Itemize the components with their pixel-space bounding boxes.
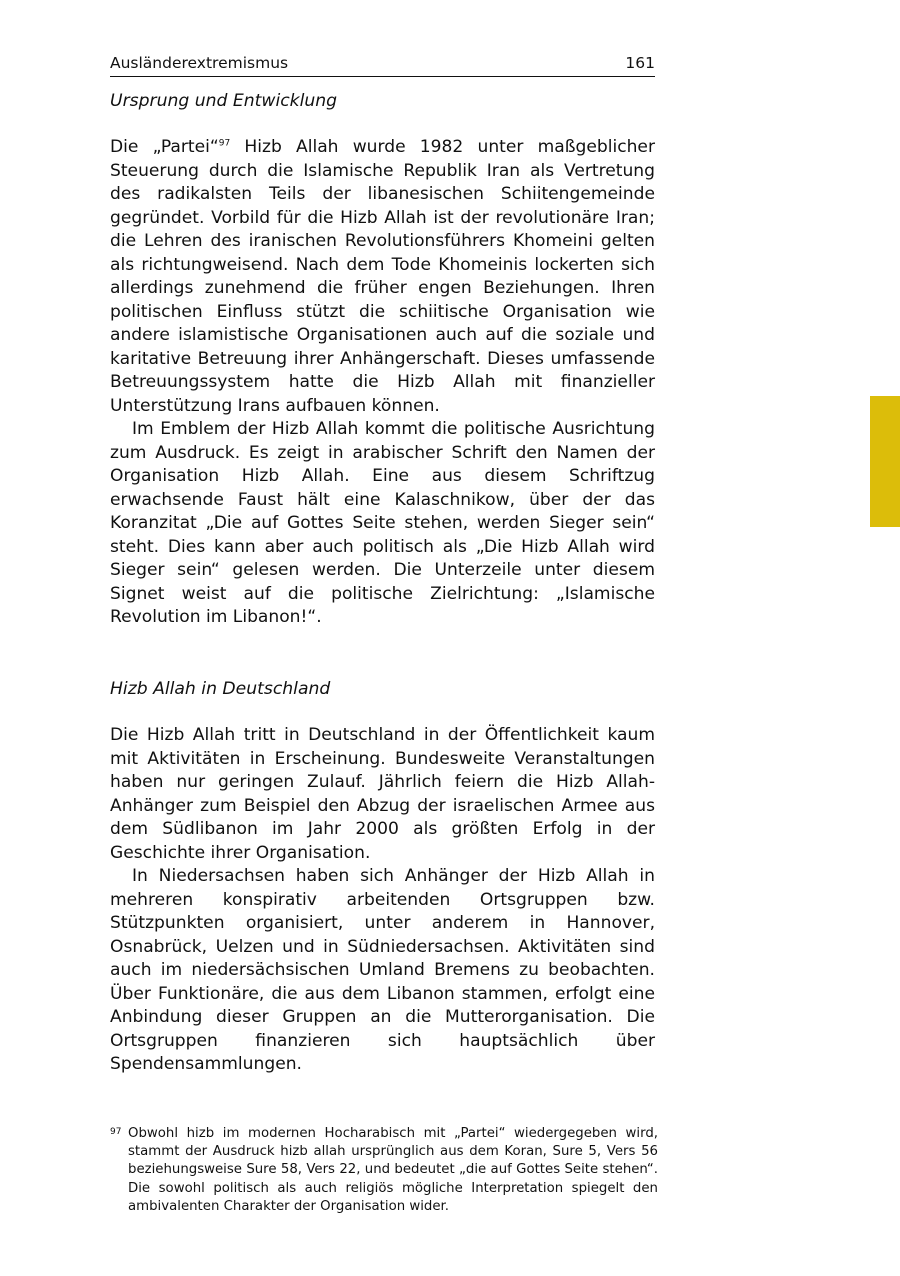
page-number: 161 bbox=[625, 54, 655, 72]
paragraph-text: Hizb Allah wurde 1982 unter maßgeblicher Steuerung durch die Islamische Republik Iran als Vertretung des radikalsten Teils der libanesischen Schiitengemeinde gegründet. Vorbild für die Hizb Allah ist der revolutionäre Iran; die Lehren des iranischen Revolutionsführers Khomeini gelten als richtungweisend. Nach dem Tode Khomeinis lockerten sich allerdings zunehmend die früher engen Beziehungen. Ihren politischen Einfluss stützt die schiitische Organisation wie andere islamistische Organisationen auch auf die soziale und karitative Betreuung ihrer Anhängerschaft. Dieses umfassende Betreuungssystem hatte die Hizb Allah mit finanzieller Unterstützung Irans aufbauen können. bbox=[110, 137, 655, 416]
section-ursprung bbox=[110, 89, 655, 113]
footnote-number: 97 bbox=[110, 1127, 122, 1137]
running-title: Ausländerextremismus bbox=[110, 54, 289, 72]
paragraph bbox=[110, 136, 655, 418]
section-deutschland bbox=[110, 677, 655, 701]
section-heading: Hizb Allah in Deutschland bbox=[110, 679, 331, 699]
running-header bbox=[110, 52, 655, 77]
paragraph: Die Hizb Allah tritt in Deutschland in der Öffentlichkeit kaum mit Aktivitäten in Erscheinung. Bundesweite Veranstaltungen haben nur geringen Zulauf. Jährlich feiern die Hizb Allah-Anhänger zum Beispiel den Abzug der israelischen Armee aus dem Südlibanon im Jahr 2000 als größten Erfolg in der Geschichte ihrer Organisation. bbox=[110, 725, 655, 863]
paragraph-text: Die „Partei“ bbox=[110, 137, 219, 157]
section-ursprung-body bbox=[110, 136, 655, 630]
footnote-text: Obwohl hizb im modernen Hocharabisch mit „Partei“ wiedergegeben wird, stammt der Ausdruck hizb allah ursprünglich aus dem Koran, Sure 5, Vers 56 beziehungsweise Sure 58, Vers 22, und bedeutet „die auf Gottes Seite stehen“. Die sowohl politisch als auch religiös mögliche Interpretation spiegelt den ambivalenten Charakter der Organisation wider. bbox=[128, 1126, 658, 1214]
chapter-tab-marker bbox=[870, 396, 900, 527]
footnote bbox=[110, 1125, 658, 1216]
section-deutschland-body bbox=[110, 724, 655, 1077]
paragraph: In Niedersachsen haben sich Anhänger der Hizb Allah in mehreren konspirativ arbeitenden Ortsgruppen bzw. Stützpunkten organisiert, unter anderem in Hannover, Osnabrück, Uelzen und in Südniedersachsen. Aktivitäten sind auch im niedersächsischen Umland Bremens zu beobachten. Über Funktionäre, die aus dem Libanon stammen, erfolgt eine Anbindung dieser Gruppen an die Mutterorganisation. Die Ortsgruppen finanzieren sich hauptsächlich über Spendensammlungen. bbox=[110, 866, 655, 1074]
paragraph: Im Emblem der Hizb Allah kommt die politische Ausrichtung zum Ausdruck. Es zeigt in arabischer Schrift den Namen der Organisation Hizb Allah. Eine aus diesem Schriftzug erwachsende Faust hält eine Kalaschnikow, über der das Koranzitat „Die auf Gottes Seite stehen, werden Sieger sein“ steht. Dies kann aber auch politisch als „Die Hizb Allah wird Sieger sein“ gelesen werden. Die Unterzeile unter diesem Signet weist auf die politische Zielrichtung: „Islamische Revolution im Libanon!“. bbox=[110, 419, 655, 627]
section-heading: Ursprung und Entwicklung bbox=[110, 91, 338, 111]
footnote-ref[interactable]: 97 bbox=[218, 138, 231, 149]
